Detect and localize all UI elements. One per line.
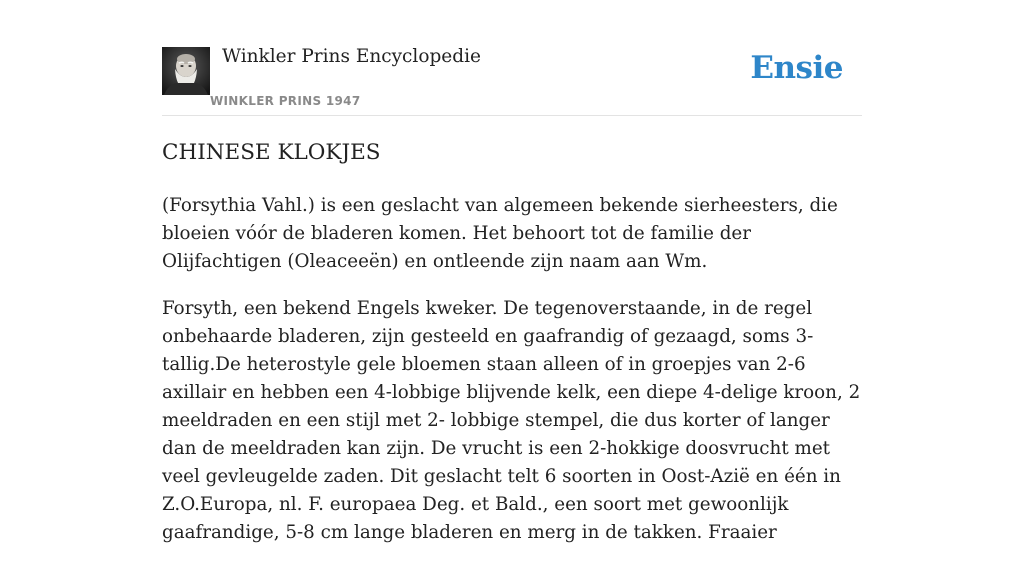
brand-logo[interactable]: Ensie xyxy=(750,50,843,86)
source-title[interactable]: Winkler Prins Encyclopedie xyxy=(222,46,481,67)
article-title: CHINESE KLOKJES xyxy=(162,140,381,165)
article-body xyxy=(162,192,862,566)
source-avatar[interactable] xyxy=(162,47,210,95)
source-header xyxy=(162,44,862,116)
article-paragraph: Forsyth, een bekend Engels kweker. De tegenoverstaande, in de regel onbehaarde bladeren, zijn gesteeld en gaafrandig of gezaagd, soms 3-tallig.De heterostyle gele bloemen staan alleen of in groepjes van 2-6 axillair en hebben een 4-lobbige blijvende kelk, een diepe 4-delige kroon, 2 meeldraden en een stijl met 2- lobbige stempel, die dus korter of langer dan de meeldraden kan zijn. De vrucht is een 2-hokkige doosvrucht met veel gevleugelde zaden. Dit geslacht telt 6 soorten in Oost-Azië en één in Z.O.Europa, nl. F. europaea Deg. et Bald., een soort met gewoonlijk gaafrandige, 5-8 cm lange bladeren en merg in de takken. Fraaier xyxy=(162,298,861,543)
source-subtitle[interactable]: WINKLER PRINS 1947 xyxy=(210,94,361,108)
article-paragraph: (Forsythia Vahl.) is een geslacht van algemeen bekende sierheesters, die bloeien vóór de bladeren komen. Het behoort tot de familie der Olijfachtigen (Oleaceeën) en ontleende zijn naam aan Wm. xyxy=(162,195,838,272)
portrait-icon xyxy=(162,47,210,95)
